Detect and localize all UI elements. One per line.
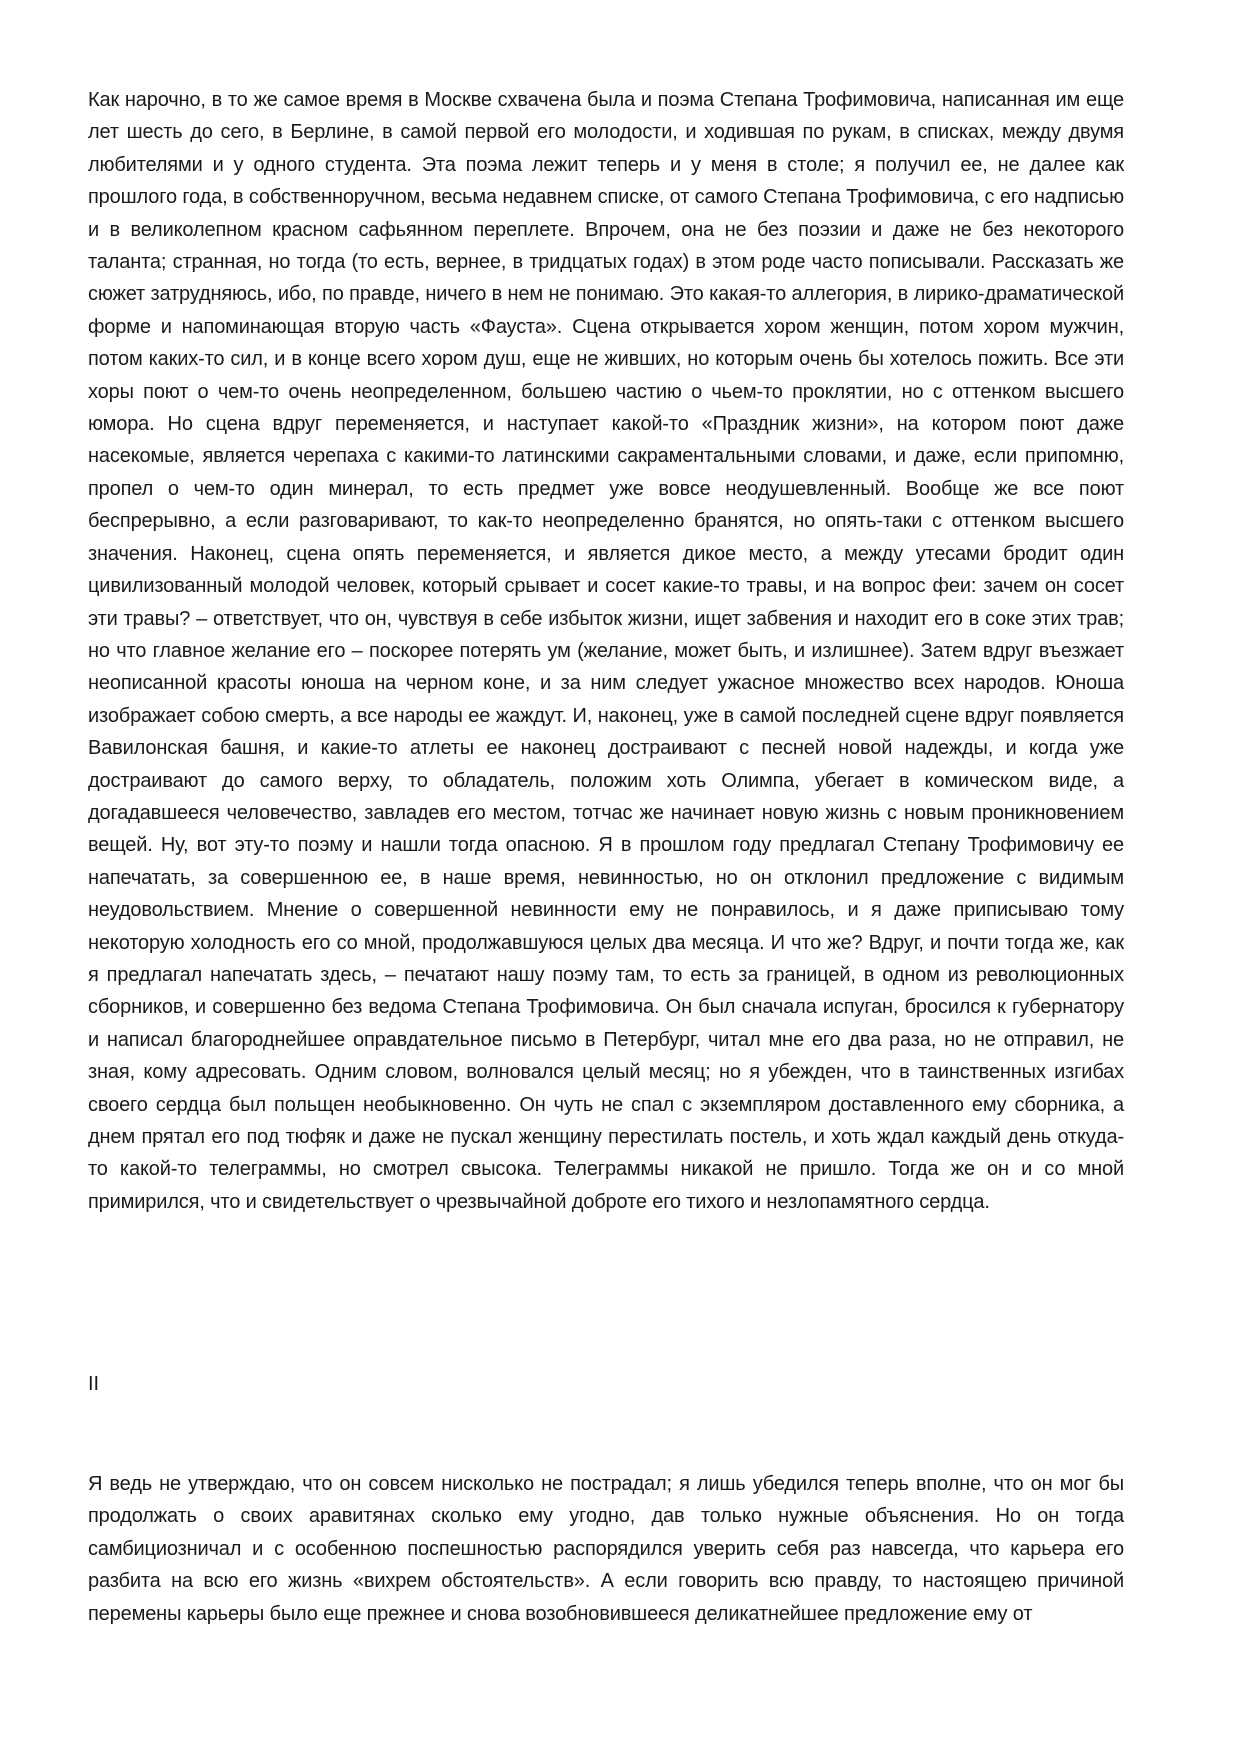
body-paragraph-2: Я ведь не утверждаю, что он совсем нисколько не пострадал; я лишь убедился теперь вполне, что он мог бы продолжать о своих аравитянах сколько ему угодно, дав только нужные объяснения. Но он тогда самбициозничал и с особенною поспешностью распорядился уверить себя раз навсегда, что карьера его разбита на всю его жизнь «вихрем обстоятельств». А если говорить всю правду, то настоящею причиной перемены карьеры было еще прежнее и снова возобновившееся деликатнейшее предложение ему от — [88, 1473, 1124, 1625]
body-paragraph-1: Как нарочно, в то же самое время в Москве схвачена была и поэма Степана Трофимовича, написанная им еще лет шесть до сего, в Берлине, в самой первой его молодости, и ходившая по рукам, в списках, между двумя любителями и у одного студента. Эта поэма лежит теперь и у меня в столе; я получил ее, не далее как прошлого года, в собственноручном, весьма недавнем списке, от самого Степана Трофимовича, с его надписью и в великолепном красном сафьянном переплете. Впрочем, она не без поэзии и даже не без некоторого таланта; странная, но тогда (то есть, вернее, в тридцатых годах) в этом роде часто пописывали. Рассказать же сюжет затрудняюсь, ибо, по правде, ничего в нем не понимаю. Это какая-то аллегория, в лирико-драматической форме и напоминающая вторую часть «Фауста». Сцена открывается хором женщин, потом хором мужчин, потом каких-то сил, и в конце всего хором душ, еще не живших, но которым очень бы хотелось пожить. Все эти хоры поют о чем-то очень неопределенном, большею частию о чьем-то проклятии, но с оттенком высшего юмора. Но сцена вдруг переменяется, и наступает какой-то «Праздник жизни», на котором поют даже насекомые, является черепаха с какими-то латинскими сакраментальными словами, и даже, если припомню, пропел о чем-то один минерал, то есть предмет уже вовсе неодушевленный. Вообще же все поют беспрерывно, а если разговаривают, то как-то неопределенно бранятся, но опять-таки с оттенком высшего значения. Наконец, сцена опять переменяется, и является дикое место, а между утесами бродит один цивилизованный молодой человек, который срывает и сосет какие-то травы, и на вопрос феи: зачем он сосет эти травы? – ответствует, что он, чувствуя в себе избыток жизни, ищет забвения и находит его в соке этих трав; но что главное желание его – поскорее потерять ум (желание, может быть, и излишнее). Затем вдруг въезжает неописанной красоты юноша на черном коне, и за ним следует ужасное множество всех народов. Юноша изображает собою смерть, а все народы ее жаждут. И, наконец, уже в самой последней сцене вдруг появляется Вавилонская башня, и какие-то атлеты ее наконец достраивают с песней новой надежды, и когда уже достраивают до самого верху, то обладатель, положим хоть Олимпа, убегает в комическом виде, а догадавшееся человечество, завладев его местом, тотчас же начинает новую жизнь с новым проникновением вещей. Ну, вот эту-то поэму и нашли тогда опасною. Я в прошлом году предлагал Степану Трофимовичу ее напечатать, за совершенною ее, в наше время, невинностью, но он отклонил предложение с видимым неудовольствием. Мнение о совершенной невинности ему не понравилось, и я даже приписываю тому некоторую холодность его со мной, продолжавшуюся целых два месяца. И что же? Вдруг, и почти тогда же, как я предлагал напечатать здесь, – печатают нашу поэму там, то есть за границей, в одном из революционных сборников, и совершенно без ведома Степана Трофимовича. Он был сначала испуган, бросился к губернатору и написал благороднейшее оправдательное письмо в Петербург, читал мне его два раза, но не отправил, не зная, кому адресовать. Одним словом, волновался целый месяц; но я убежден, что в таинственных изгибах своего сердца был польщен необыкновенно. Он чуть не спал с экземпляром доставленного ему сборника, а днем прятал его под тюфяк и даже не пускал женщину перестилать постель, и хоть ждал каждый день откуда-то какой-то телеграммы, но смотрел свысока. Телеграммы никакой не пришло. Тогда же он и со мной примирился, что и свидетельствует о чрезвычайной доброте его тихого и незлопамятного сердца. — [88, 89, 1124, 1213]
section-heading: II — [88, 1373, 100, 1395]
